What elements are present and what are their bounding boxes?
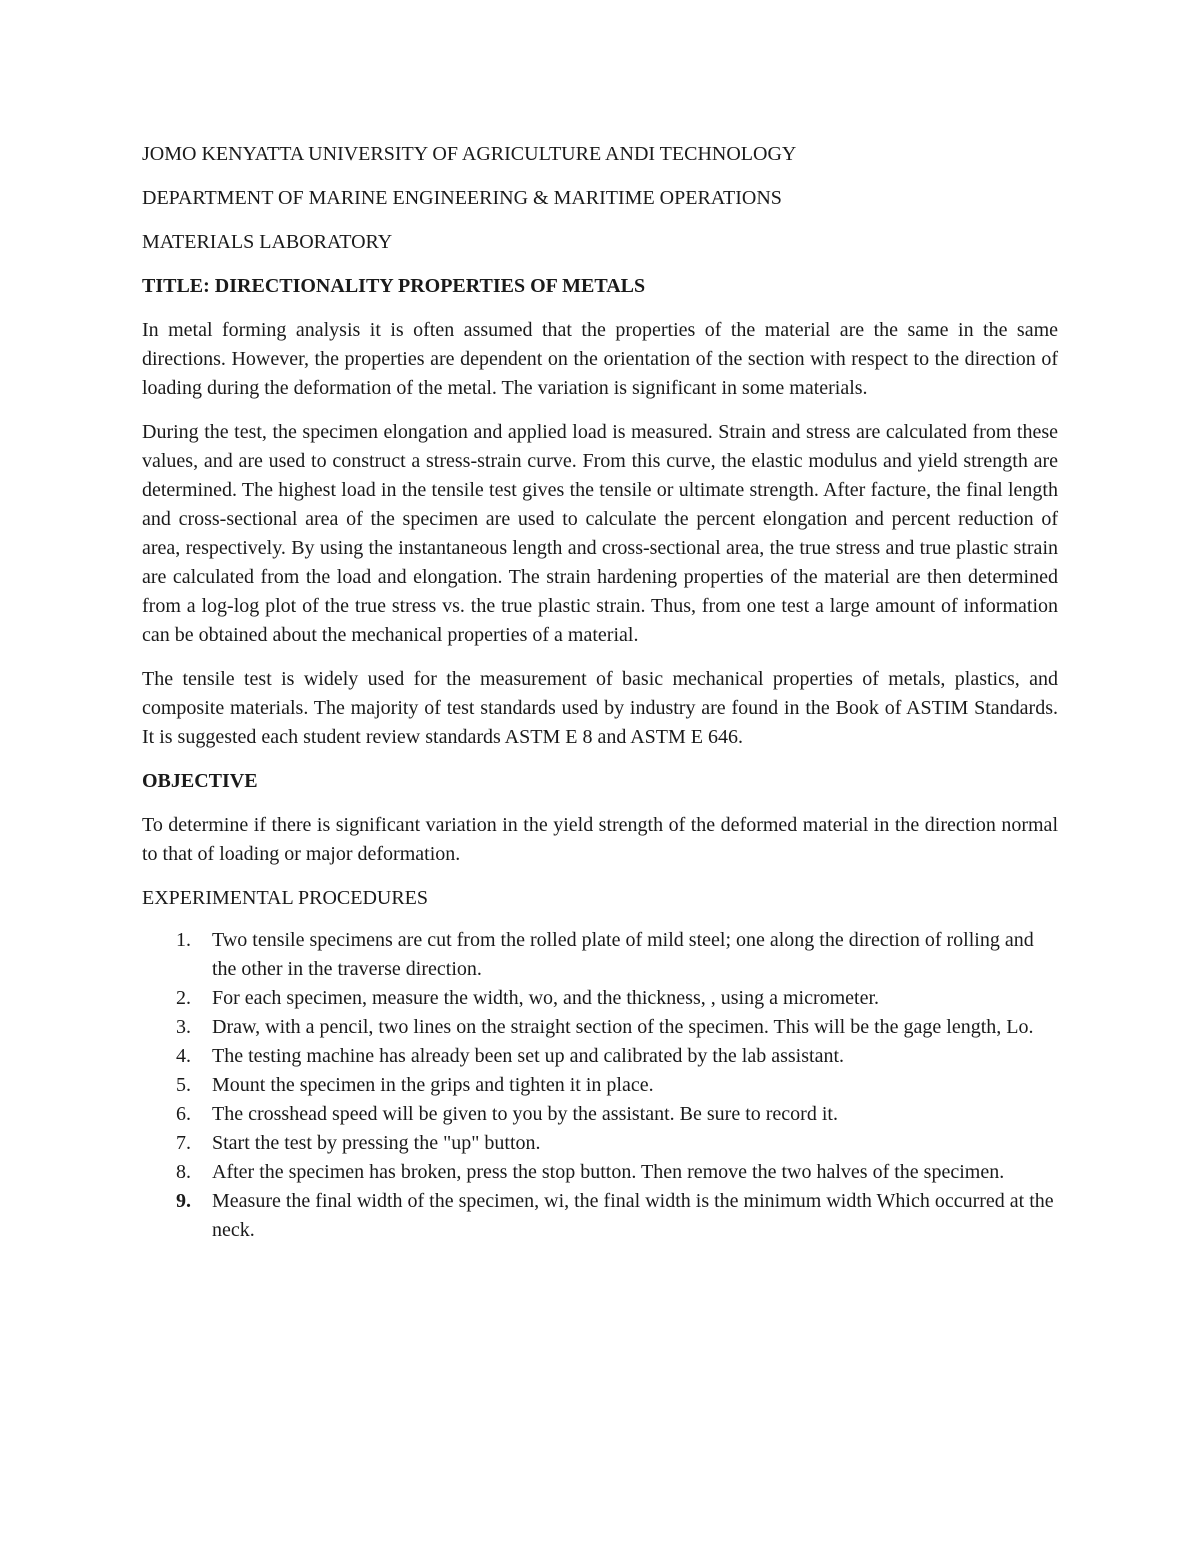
step-text: For each specimen, measure the width, wo, and the thickness, , using a micrometer. [212,987,880,1009]
list-item [142,1013,1058,1042]
step-number: 6. [176,1103,191,1125]
document-title: TITLE: DIRECTIONALITY PROPERTIES OF METALS [142,275,646,297]
step-number: 4. [176,1045,191,1067]
lab-name: MATERIALS LABORATORY [142,231,393,253]
procedure-list [142,926,1058,1245]
list-item [142,1100,1058,1129]
document-page [142,140,1058,1245]
list-item [142,1071,1058,1100]
step-number: 7. [176,1132,191,1154]
step-text: Start the test by pressing the "up" button. [212,1132,541,1154]
step-number: 3. [176,1016,191,1038]
step-number: 2. [176,987,191,1009]
step-text: The testing machine has already been set up and calibrated by the lab assistant. [212,1045,845,1067]
step-text: Measure the final width of the specimen, wi, the final width is the minimum width Which occurred at the neck. [212,1190,1054,1241]
intro-paragraph-2: During the test, the specimen elongation and applied load is measured. Strain and stress are calculated from these values, and are used to construct a stress-strain curve. From this curve, the elastic modulus and yield strength are determined. The highest load in the tensile test gives the tensile or ultimate strength. After facture, the final length and cross-sectional area of the specimen are used to calculate the percent elongation and percent reduction of area, respectively. By using the instantaneous length and cross-sectional area, the true stress and true plastic strain are calculated from the load and elongation. The strain hardening properties of the material are then determined from a log-log plot of the true stress vs. the true plastic strain. Thus, from one test a large amount of information can be obtained about the mechanical properties of a material. [142,421,1058,646]
list-item [142,1042,1058,1071]
step-number: 8. [176,1161,191,1183]
objective-text: To determine if there is significant variation in the yield strength of the deformed material in the direction normal to that of loading or major deformation. [142,814,1058,865]
step-text: After the specimen has broken, press the stop button. Then remove the two halves of the specimen. [212,1161,1005,1183]
university-name: JOMO KENYATTA UNIVERSITY OF AGRICULTURE ANDI TECHNOLOGY [142,143,797,165]
procedures-heading: EXPERIMENTAL PROCEDURES [142,887,429,909]
department-name: DEPARTMENT OF MARINE ENGINEERING & MARITIME OPERATIONS [142,187,782,209]
intro-paragraph-3: The tensile test is widely used for the measurement of basic mechanical properties of metals, plastics, and composite materials. The majority of test standards used by industry are found in the Book of ASTIM Standards. It is suggested each student review standards ASTM E 8 and ASTM E 646. [142,668,1058,748]
step-text: Mount the specimen in the grips and tighten it in place. [212,1074,654,1096]
step-text: The crosshead speed will be given to you by the assistant. Be sure to record it. [212,1103,838,1125]
step-text: Two tensile specimens are cut from the rolled plate of mild steel; one along the direction of rolling and the other in the traverse direction. [212,929,1034,980]
list-item [142,1187,1058,1245]
list-item [142,1158,1058,1187]
objective-heading: OBJECTIVE [142,770,258,792]
step-text: Draw, with a pencil, two lines on the straight section of the specimen. This will be the gage length, Lo. [212,1016,1034,1038]
step-number: 1. [176,929,191,951]
step-number: 5. [176,1074,191,1096]
step-number: 9. [176,1190,191,1212]
list-item [142,1129,1058,1158]
list-item [142,984,1058,1013]
intro-paragraph-1: In metal forming analysis it is often assumed that the properties of the material are the same in the same directions. However, the properties are dependent on the orientation of the section with respect to the direction of loading during the deformation of the metal. The variation is significant in some materials. [142,319,1058,399]
list-item [142,926,1058,984]
